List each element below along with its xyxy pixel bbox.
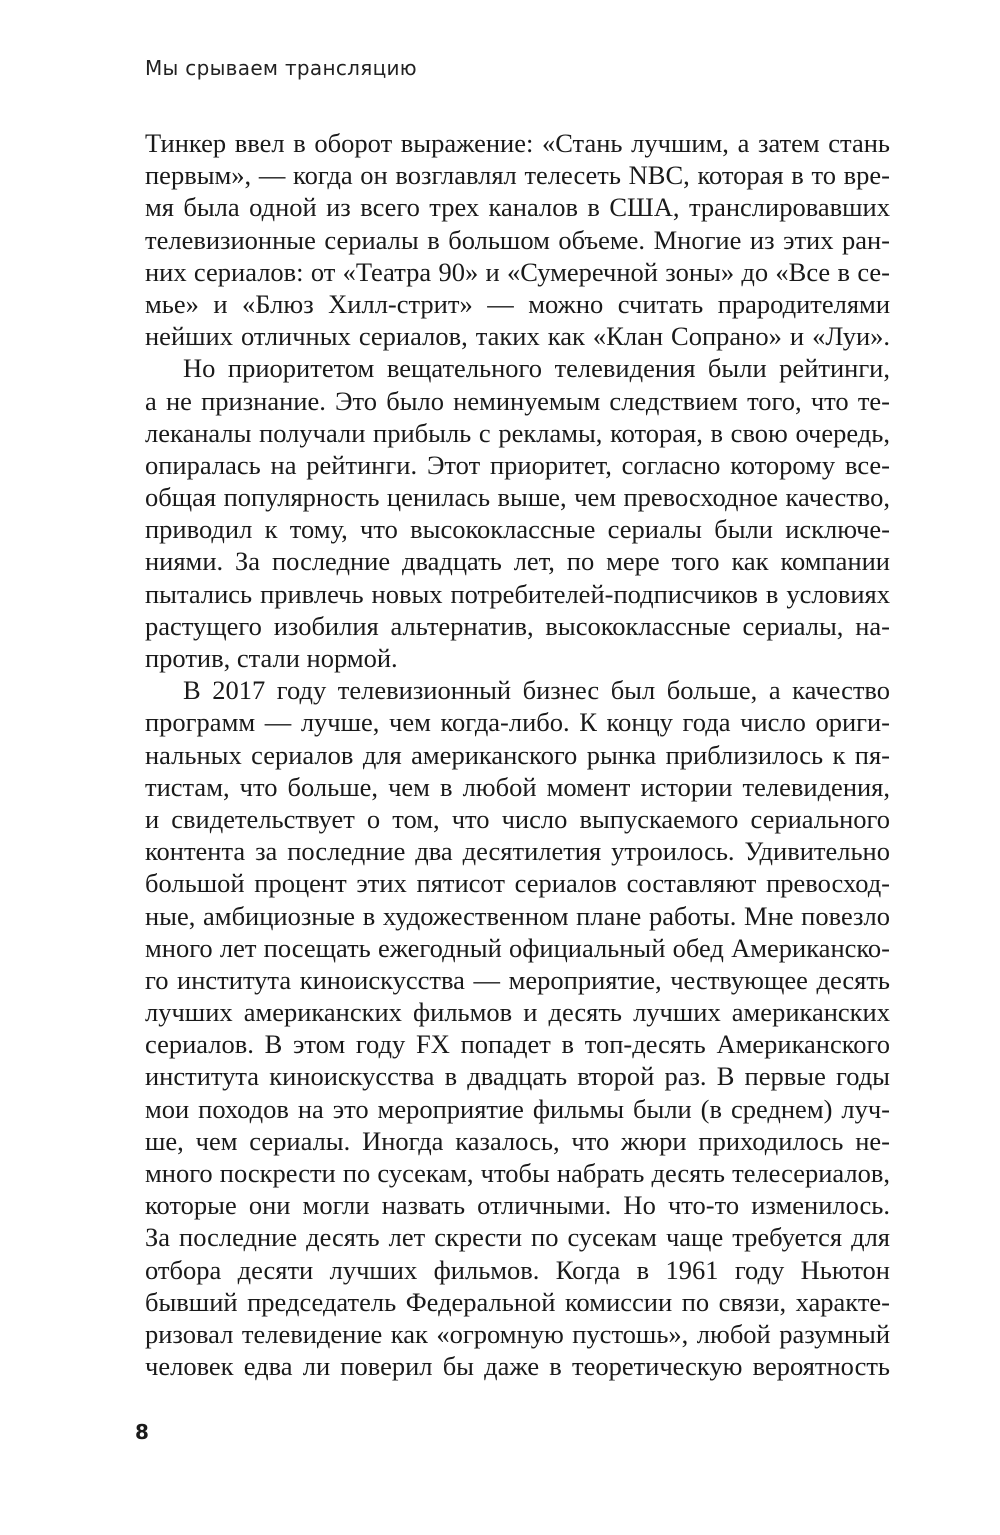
text-line: отбора десяти лучших фильмов. Когда в 1961 году Ньютон	[145, 1254, 890, 1285]
text-line: и свидетельствует о том, что число выпускаемого сериального	[145, 803, 890, 834]
text-line: а не признание. Это было неминуемым следствием того, что те-	[145, 385, 890, 416]
paragraph	[145, 352, 890, 674]
text-line: контента за последние два десятилетия утроилось. Удивительно	[145, 836, 890, 867]
text-line: нейших отличных сериалов, таких как «Клан Сопрано» и «Луи».	[145, 321, 890, 352]
body-text	[145, 127, 890, 1382]
text-line: Но приоритетом вещательного телевидения были рейтинги,	[183, 353, 890, 384]
text-line: растущего изобилия альтернатив, высококлассные сериалы, на-	[145, 610, 890, 641]
text-line: первым», — когда он возглавлял телесеть NBC, которая в то вре-	[145, 160, 890, 191]
text-line: ные, амбициозные в художественном плане работы. Мне повезло	[145, 900, 890, 931]
text-line: мье» и «Блюз Хилл-стрит» — можно считать прародителями	[145, 288, 890, 319]
text-line: нальных сериалов для американского рынка приблизилось к пя-	[145, 739, 890, 770]
text-line: го института киноискусства — мероприятие, чествующее десять	[145, 964, 890, 995]
text-line: института киноискусства в двадцать второй раз. В первые годы	[145, 1061, 890, 1092]
running-head: Мы срываем трансляцию	[145, 56, 417, 80]
page-number: 8	[135, 1420, 149, 1444]
text-line: большой процент этих пятисот сериалов составляют превосход-	[145, 868, 890, 899]
text-line: них сериалов: от «Театра 90» и «Сумеречной зоны» до «Все в се-	[145, 256, 890, 287]
text-line: сериалов. В этом году FX попадет в топ-десять Американского	[145, 1029, 890, 1060]
text-line: общая популярность ценилась выше, чем превосходное качество,	[145, 482, 890, 513]
paragraph	[145, 674, 890, 1382]
text-line: леканалы получали прибыль с рекламы, которая, в свою очередь,	[145, 417, 890, 448]
text-line: человек едва ли поверил бы даже в теоретическую вероятность	[145, 1351, 890, 1382]
text-line: мои походов на это мероприятие фильмы были (в среднем) луч-	[145, 1093, 890, 1124]
text-line: приводил к тому, что высококлассные сериалы были исключе-	[145, 514, 890, 545]
paragraph	[145, 127, 890, 352]
text-line: много лет посещать ежегодный официальный обед Американско-	[145, 932, 890, 963]
text-line: опиралась на рейтинги. Этот приоритет, согласно которому все-	[145, 449, 890, 480]
text-line: ше, чем сериалы. Иногда казалось, что жюри приходилось не-	[145, 1125, 890, 1156]
text-line: бывший председатель Федеральной комиссии по связи, характе-	[145, 1286, 890, 1317]
text-line: мя была одной из всего трех каналов в США, транслировавших	[145, 192, 890, 223]
text-line: много поскрести по сусекам, чтобы набрать десять телесериалов,	[145, 1158, 890, 1188]
text-line: За последние десять лет скрести по сусекам чаще требуется для	[145, 1222, 890, 1253]
text-line: пытались привлечь новых потребителей-подписчиков в условиях	[145, 578, 890, 609]
text-line: против, стали нормой.	[145, 643, 398, 673]
text-line: которые они могли назвать отличными. Но что-то изменилось.	[145, 1190, 890, 1221]
text-line: Тинкер ввел в оборот выражение: «Стань лучшим, а затем стань	[145, 128, 890, 158]
text-line: лучших американских фильмов и десять лучших американских	[145, 997, 890, 1028]
text-line: телевизионные сериалы в большом объеме. Многие из этих ран-	[145, 224, 890, 255]
text-line: ниями. За последние двадцать лет, по мере того как компании	[145, 546, 890, 577]
text-line: тистам, что больше, чем в любой момент истории телевидения,	[145, 771, 890, 802]
text-line: ризовал телевидение как «огромную пустошь», любой разумный	[145, 1318, 890, 1349]
text-line: программ — лучше, чем когда-либо. К концу года число ориги-	[145, 707, 890, 738]
text-line: В 2017 году телевизионный бизнес был больше, а качество	[183, 675, 890, 706]
